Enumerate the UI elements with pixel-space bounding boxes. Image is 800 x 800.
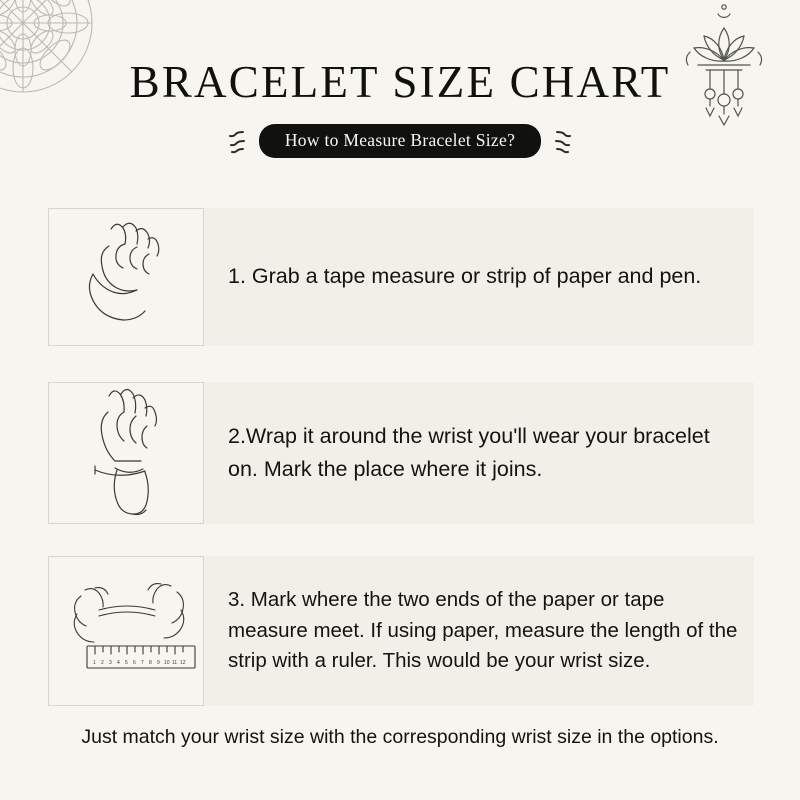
step-text-1: 1. Grab a tape measure or strip of paper and pen. [228,264,702,289]
flourish-left-ornament-icon [223,128,249,154]
svg-text:9: 9 [157,660,160,666]
svg-text:11: 11 [172,660,178,666]
svg-text:6: 6 [133,660,136,666]
step-row-3 [48,556,754,706]
svg-text:7: 7 [141,660,144,666]
step-text-3: 3. Mark where the two ends of the paper or tape measure meet. If using paper, measure the length of the strip with a ruler. This would be your wrist size. [228,587,738,673]
page-title: BRACELET SIZE CHART [129,57,671,107]
svg-text:12: 12 [180,660,186,666]
hands-measuring-strip-with-ruler-illustration [48,556,204,706]
footer-note: Just match your wrist size with the corresponding wrist size in the options. [81,726,719,748]
svg-text:2: 2 [101,660,104,666]
svg-text:5: 5 [125,660,128,666]
step-text-2: 2.Wrap it around the wrist you'll wear your bracelet on. Mark the place where it joins. [228,423,710,481]
step-row-1 [48,208,754,346]
step-row-2 [48,382,754,524]
hand-wrapping-tape-around-wrist-illustration [48,382,204,524]
svg-text:4: 4 [117,660,120,666]
svg-text:10: 10 [164,660,170,666]
hand-with-tape-measure-illustration [48,208,204,346]
svg-text:3: 3 [109,660,112,666]
subtitle-pill: How to Measure Bracelet Size? [259,124,541,158]
subtitle-row [0,124,800,158]
flourish-right-ornament-icon [551,128,577,154]
svg-text:8: 8 [149,660,152,666]
svg-text:1: 1 [93,660,96,666]
